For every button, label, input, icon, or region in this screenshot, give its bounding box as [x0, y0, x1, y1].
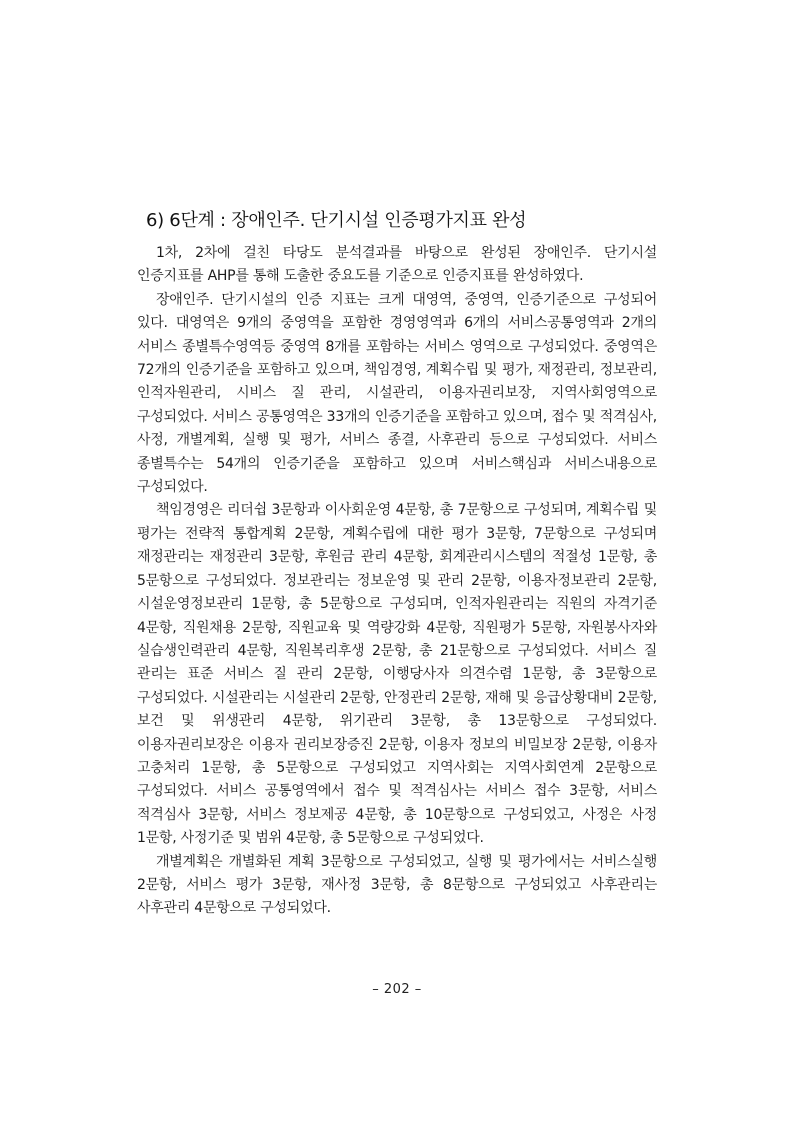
paragraph: 책임경영은 리더쉽 3문항과 이사회운영 4문항, 총 7문항으로 구성되며, 계획수립 및 평가는 전략적 통합계획 2문항, 계획수립에 대한 평가 3문항, 7문항으로 구성되며 재정관리는 재정관리 3문항, 후원금 관리 4문항, 회계관리시스템의 적절성 1문항, 총 5문항으로 구성되었다. 정보관리는 정보운영 및 관리 2문항, 이용자정보관리 2문항, 시설운영정보관리 1문항, 총 5문항으로 구성되며, 인적자원관리는 직원의 자격기준 4문항, 직원채용 2문항, 직원교육 및 역량강화 4문항, 직원평가 5문항, 자원봉사자와 실습생인력관리 4문항, 직원복리후생 2문항, 총 21문항으로 구성되었다. 서비스 질 관리는 표준 서비스 질 관리 2문항, 이행당사자 의견수렴 1문항, 총 3문항으로 구성되었다. 시설관리는 시설관리 2문항, 안정관리 2문항, 재해 및 응급상황대비 2문항, 보건 및 위생관리 4문항, 위기관리 3문항, 총 13문항으로 구성되었다. 이용자권리보장은 이용자 권리보장증진 2문항, 이용자 정보의 비밀보장 2문항, 이용자 고충처리 1문항, 총 5문항으로 구성되었고 지역사회는 지역사회연계 2문항으로 구성되었다. 서비스 공통영역에서 접수 및 적격심사는 서비스 접수 3문항, 서비스 적격심사 3문항, 서비스 정보제공 4문항, 총 10문항으로 구성되었고, 사정은 사정 1문항, 사정기준 및 범위 4문항, 총 5문항으로 구성되었다.: [137, 502, 657, 847]
paragraph: 장애인주. 단기시설의 인증 지표는 크게 대영역, 중영역, 인증기준으로 구성되어 있다. 대영역은 9개의 중영역을 포함한 경영영역과 6개의 서비스공통영역과 2개의 서비스 종별특수영역등 중영역 8개를 포함하는 서비스 영역으로 구성되었다. 중영역은 72개의 인증기준을 포함하고 있으며, 책임경영, 계획수립 및 평가, 재정관리, 정보관리, 인적자원관리, 시비스 질 관리, 시설관리, 이용자권리보장, 지역사회영역으로 구성되었다. 서비스 공통영역은 33개의 인증기준을 포함하고 있으며, 접수 및 적격심사, 사정, 개별계획, 실행 및 평가, 서비스 종결, 사후관리 등으로 구성되었다. 서비스 종별특수는 54개의 인증기준을 포함하고 있으며 서비스핵심과 서비스내용으로 구성되었다.: [137, 291, 657, 496]
section-title: 6) 6단계 : 장애인주. 단기시설 인증평가지표 완성: [146, 210, 527, 231]
body-text: [137, 242, 657, 921]
paragraph: 개별계획은 개별화된 계획 3문항으로 구성되었고, 실행 및 평가에서는 서비스실행 2문항, 서비스 평가 3문항, 재사정 3문항, 총 8문항으로 구성되었고 사후관리는 사후관리 4문항으로 구성되었다.: [137, 853, 657, 917]
paragraph: 1차, 2차에 걸친 타당도 분석결과를 바탕으로 완성된 장애인주. 단기시설 인증지표를 AHP를 통해 도출한 중요도를 기준으로 인증지표를 완성하였다.: [137, 245, 657, 285]
page-number: – 202 –: [372, 982, 422, 997]
